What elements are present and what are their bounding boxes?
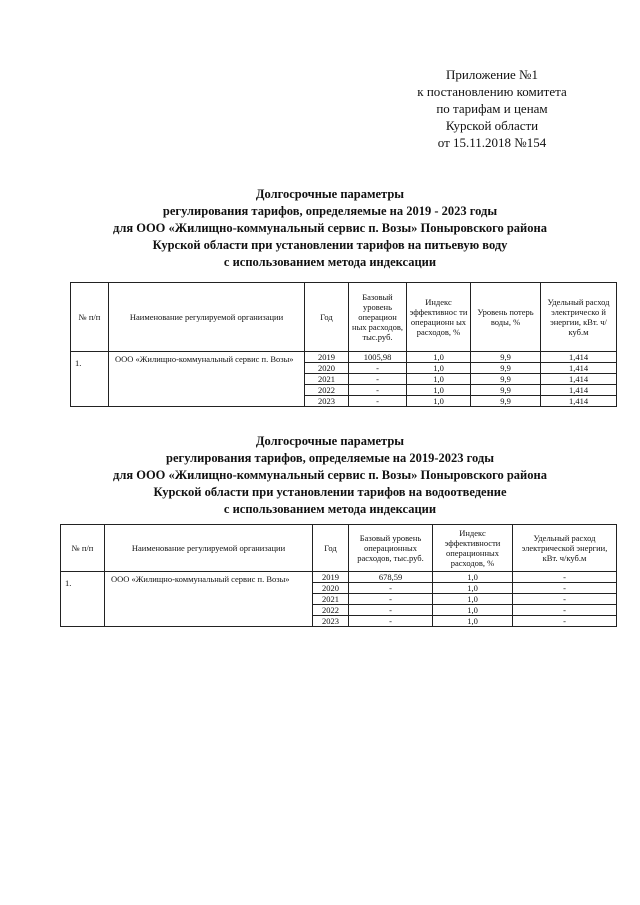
title-line: Курской области при установлении тарифов на водоотведение [153, 485, 507, 499]
title-line: Долгосрочные параметры [255, 187, 405, 201]
cell-efficiency-index: 1,0 [407, 352, 471, 363]
cell-year: 2023 [305, 396, 349, 407]
cell-year: 2021 [305, 374, 349, 385]
cell-base-costs: 1005,98 [349, 352, 407, 363]
header-org: Наименование регулируемой организации [105, 525, 313, 572]
cell-year: 2022 [313, 605, 349, 616]
cell-year: 2022 [305, 385, 349, 396]
appendix-line: по тарифам и ценам [436, 101, 548, 116]
cell-efficiency-index: 1,0 [433, 616, 513, 627]
cell-energy-consumption: 1,414 [541, 352, 617, 363]
cell-base-costs: - [349, 385, 407, 396]
cell-base-costs: - [349, 605, 433, 616]
cell-efficiency-index: 1,0 [407, 385, 471, 396]
cell-base-costs: 678,59 [349, 572, 433, 583]
cell-energy-consumption: - [513, 594, 617, 605]
cell-base-costs: - [349, 396, 407, 407]
title-line: для ООО «Жилищно-коммунальный сервис п. Возы» Поныровского района [113, 468, 547, 482]
row-number: 1. [71, 352, 109, 407]
header-water-loss: Уровень потерь воды, % [471, 283, 541, 352]
header-energy-consumption: Удельный расход электрической энергии, кВт. ч/куб.м [513, 525, 617, 572]
cell-year: 2020 [305, 363, 349, 374]
title-line: регулирования тарифов, определяемые на 2019-2023 годы [166, 451, 494, 465]
appendix-line: к постановлению комитета [417, 84, 567, 99]
water-tariff-table [70, 282, 617, 407]
header-energy-consumption: Удельный расход электрическо й энергии, кВт. ч/куб.м [541, 283, 617, 352]
cell-base-costs: - [349, 594, 433, 605]
cell-energy-consumption: - [513, 583, 617, 594]
table-row [61, 572, 617, 583]
appendix-block [392, 66, 592, 151]
appendix-line: Приложение №1 [446, 67, 538, 82]
cell-efficiency-index: 1,0 [407, 396, 471, 407]
title-line: регулирования тарифов, определяемые на 2019 - 2023 годы [162, 204, 498, 218]
cell-energy-consumption: 1,414 [541, 363, 617, 374]
section2-title [60, 433, 600, 518]
cell-efficiency-index: 1,0 [407, 374, 471, 385]
cell-efficiency-index: 1,0 [407, 363, 471, 374]
cell-efficiency-index: 1,0 [433, 594, 513, 605]
cell-water-loss: 9,9 [471, 352, 541, 363]
table-header-row [71, 283, 617, 352]
organization-name: ООО «Жилищно-коммунальный сервис п. Возы» [109, 352, 305, 407]
header-year: Год [305, 283, 349, 352]
header-num: № п/п [61, 525, 105, 572]
header-efficiency-index: Индекс эффективности операционных расходов, % [433, 525, 513, 572]
cell-water-loss: 9,9 [471, 396, 541, 407]
cell-year: 2023 [313, 616, 349, 627]
cell-year: 2019 [313, 572, 349, 583]
title-line: Курской области при установлении тарифов на питьевую воду [152, 238, 508, 252]
section1-title [60, 186, 600, 271]
cell-efficiency-index: 1,0 [433, 572, 513, 583]
cell-water-loss: 9,9 [471, 363, 541, 374]
title-line: Долгосрочные параметры [255, 434, 405, 448]
title-line: с использованием метода индексации [223, 502, 437, 516]
cell-year: 2019 [305, 352, 349, 363]
appendix-line: Курской области [445, 118, 539, 133]
header-base-costs: Базовый уровень операцион ных расходов, тыс.руб. [349, 283, 407, 352]
cell-base-costs: - [349, 363, 407, 374]
cell-water-loss: 9,9 [471, 385, 541, 396]
header-base-costs: Базовый уровень операционных расходов, тыс.руб. [349, 525, 433, 572]
appendix-line: от 15.11.2018 №154 [437, 135, 547, 150]
title-line: для ООО «Жилищно-коммунальный сервис п. Возы» Поныровского района [113, 221, 547, 235]
organization-name: ООО «Жилищно-коммунальный сервис п. Возы» [105, 572, 313, 627]
row-number: 1. [61, 572, 105, 627]
cell-efficiency-index: 1,0 [433, 605, 513, 616]
table-header-row [61, 525, 617, 572]
header-year: Год [313, 525, 349, 572]
cell-energy-consumption: 1,414 [541, 385, 617, 396]
table-row [71, 352, 617, 363]
cell-water-loss: 9,9 [471, 374, 541, 385]
header-org: Наименование регулируемой организации [109, 283, 305, 352]
header-num: № п/п [71, 283, 109, 352]
cell-base-costs: - [349, 374, 407, 385]
cell-energy-consumption: 1,414 [541, 374, 617, 385]
cell-base-costs: - [349, 583, 433, 594]
cell-efficiency-index: 1,0 [433, 583, 513, 594]
header-efficiency-index: Индекс эффективнос ти операционн ых расходов, % [407, 283, 471, 352]
cell-energy-consumption: 1,414 [541, 396, 617, 407]
cell-base-costs: - [349, 616, 433, 627]
title-line: с использованием метода индексации [223, 255, 437, 269]
cell-year: 2020 [313, 583, 349, 594]
cell-year: 2021 [313, 594, 349, 605]
cell-energy-consumption: - [513, 572, 617, 583]
cell-energy-consumption: - [513, 605, 617, 616]
cell-energy-consumption: - [513, 616, 617, 627]
wastewater-tariff-table [60, 524, 617, 627]
